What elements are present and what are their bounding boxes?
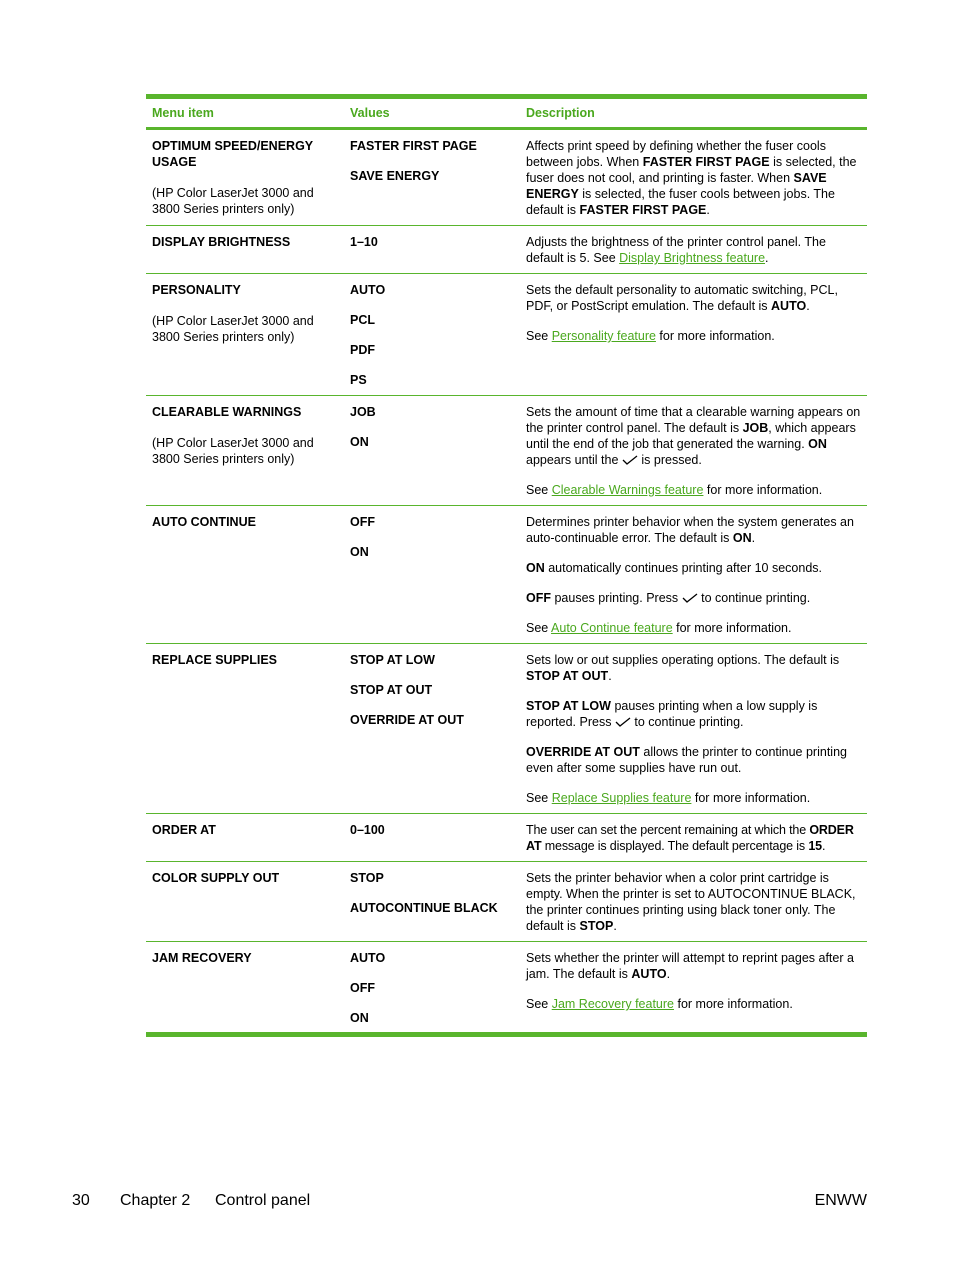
clearable-warnings-link[interactable]: Clearable Warnings feature — [551, 483, 704, 497]
personality-link[interactable]: Personality feature — [551, 329, 656, 343]
settings-table — [146, 94, 867, 1037]
menu-item-note: (HP Color LaserJet 3000 and 3800 Series printers only) — [152, 186, 314, 216]
row-description: Determines printer behavior when the system generates an auto-continuable error. The default is ON. ON automatically continues printing after 10 seconds. OFF pauses printing. Press to continue printing. See Auto Continue feature for more information. — [526, 515, 854, 635]
jam-recovery-link[interactable]: Jam Recovery feature — [551, 997, 674, 1011]
checkmark-icon — [622, 454, 638, 466]
header-description: Description — [526, 106, 595, 120]
checkmark-icon — [615, 716, 631, 728]
menu-value: 0–100 — [350, 823, 385, 837]
row-description: Sets the default personality to automatic switching, PCL, PDF, or PostScript emulation. The default is AUTO. See Personality feature for more information. — [526, 283, 838, 343]
menu-value: OVERRIDE AT OUT — [350, 713, 464, 727]
menu-item-name: COLOR SUPPLY OUT — [152, 871, 280, 885]
header-values: Values — [350, 106, 390, 120]
menu-item-name: DISPLAY BRIGHTNESS — [152, 235, 291, 249]
page-footer — [72, 1192, 867, 1210]
menu-item-name: REPLACE SUPPLIES — [152, 653, 278, 667]
table-row — [146, 644, 867, 814]
page-number: 30 — [72, 1192, 90, 1209]
menu-value: PDF — [350, 343, 375, 357]
menu-value: 1–10 — [350, 235, 378, 249]
menu-value: STOP AT OUT — [350, 683, 433, 697]
table-row — [146, 130, 867, 226]
menu-value: SAVE ENERGY — [350, 169, 440, 183]
table-row — [146, 814, 867, 862]
table-row — [146, 226, 867, 274]
row-description: Sets low or out supplies operating options. The default is STOP AT OUT. STOP AT LOW pauses printing when a low supply is reported. Press to continue printing. OVERRIDE AT OUT allows the printer to continue printing even after some supplies have run out. See Replace Supplies feature for more information. — [526, 653, 847, 805]
table-header-row — [146, 99, 867, 127]
menu-value: PS — [350, 373, 367, 387]
footer-right-label: ENWW — [814, 1192, 867, 1209]
row-description: Affects print speed by defining whether the fuser cools between jobs. When FASTER FIRST PAGE is selected, the fuser does not cool, and printing is faster. When SAVE ENERGY is selected, the fuser cools between jobs. The default is FASTER FIRST PAGE. — [526, 139, 857, 217]
menu-value: STOP AT LOW — [350, 653, 435, 667]
menu-value: ON — [350, 1011, 369, 1025]
menu-item-note: (HP Color LaserJet 3000 and 3800 Series printers only) — [152, 436, 314, 466]
menu-item-name: CLEARABLE WARNINGS — [152, 405, 302, 419]
menu-value: OFF — [350, 515, 375, 529]
menu-value: OFF — [350, 981, 375, 995]
replace-supplies-link[interactable]: Replace Supplies feature — [551, 791, 692, 805]
table-row — [146, 396, 867, 506]
menu-item-name: OPTIMUM SPEED/ENERGY USAGE — [152, 139, 313, 169]
menu-value: AUTOCONTINUE BLACK — [350, 901, 498, 915]
chapter-label: Chapter 2 — [120, 1192, 191, 1209]
chapter-title: Control panel — [215, 1192, 311, 1209]
row-description: Sets the printer behavior when a color print cartridge is empty. When the printer is set to AUTOCONTINUE BLACK, the printer continues printing using black toner only. The default is STOP. — [526, 871, 856, 933]
row-description: Adjusts the brightness of the printer control panel. The default is 5. See Display Brightness feature. — [526, 235, 826, 265]
checkmark-icon — [682, 592, 698, 604]
menu-item-name: AUTO CONTINUE — [152, 515, 256, 529]
menu-item-name: JAM RECOVERY — [152, 951, 252, 965]
menu-item-name: PERSONALITY — [152, 283, 241, 297]
menu-value: PCL — [350, 313, 375, 327]
table-row — [146, 862, 867, 942]
menu-value: ON — [350, 435, 369, 449]
display-brightness-link[interactable]: Display Brightness feature — [619, 251, 766, 265]
table-row — [146, 274, 867, 396]
auto-continue-link[interactable]: Auto Continue feature — [551, 621, 673, 635]
menu-value: FASTER FIRST PAGE — [350, 139, 477, 153]
table-row — [146, 942, 867, 1033]
menu-value: AUTO — [350, 951, 386, 965]
menu-item-name: ORDER AT — [152, 823, 216, 837]
table-row — [146, 506, 867, 644]
row-description: Sets whether the printer will attempt to reprint pages after a jam. The default is AUTO. See Jam Recovery feature for more information. — [526, 951, 854, 1011]
row-description: The user can set the percent remaining at which the ORDER AT message is displayed. The default percentage is 15. — [526, 823, 854, 853]
row-description: Sets the amount of time that a clearable warning appears on the printer control panel. The default is JOB, which appears until the end of the job that generated the warning. ON appears until the is pressed. See Clearable Warnings feature for more information. — [526, 405, 861, 497]
header-menu-item: Menu item — [152, 106, 214, 120]
menu-value: STOP — [350, 871, 384, 885]
menu-value: AUTO — [350, 283, 386, 297]
menu-value: JOB — [350, 405, 376, 419]
menu-value: ON — [350, 545, 369, 559]
menu-item-note: (HP Color LaserJet 3000 and 3800 Series printers only) — [152, 314, 314, 344]
